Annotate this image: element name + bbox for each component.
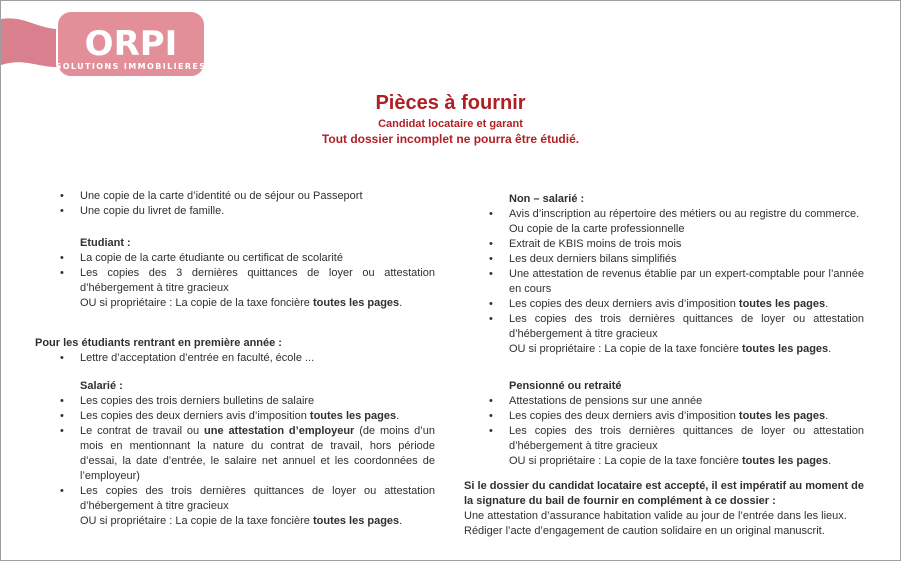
list-item-text: • Les copies des 3 dernières quittances de loyer ou attestation d’hébergement à titre gracieux xyxy=(80,267,435,294)
brand-tagline: SOLUTIONS IMMOBILIERES xyxy=(55,62,207,71)
list-item-text: • Le contrat de travail ou une attestation d’employeur (de moins d’un mois en mentionnant la nature du contrat de travail, hors période d’essai, la date d’entrée, le salaire net annuel et les coordonnées de l’employeur) xyxy=(80,425,435,482)
list-item-text: • Les copies des deux derniers avis d’imposition toutes les pages. xyxy=(80,410,400,422)
list-item-text: • Attestations de pensions sur une année xyxy=(509,395,703,407)
list-item-text: • Les copies des trois dernières quittances de loyer ou attestation d’hébergement à titre gracieux xyxy=(509,313,864,340)
list-item-text: • Les copies des trois derniers bulletins de salaire xyxy=(80,395,315,407)
list-item xyxy=(464,424,864,469)
right-column xyxy=(464,192,864,539)
list-item xyxy=(464,252,864,267)
list-item xyxy=(35,266,435,311)
list-item-text: • Avis d’inscription au répertoire des métiers ou au registre du commerce. xyxy=(509,208,860,220)
list-item xyxy=(464,207,864,237)
acceptance-requirement-insurance: Une attestation d’assurance habitation valide au jour de l’entrée dans les lieux. xyxy=(464,510,847,522)
list-item-text: • Les copies des trois dernières quittances de loyer ou attestation d’hébergement à titre gracieux xyxy=(80,485,435,512)
title-block xyxy=(1,91,900,146)
first-year-documents-list xyxy=(35,351,435,366)
section-heading-first-year-students: Pour les étudiants rentrant en première année : xyxy=(35,337,282,349)
list-item-text: • Extrait de KBIS moins de trois mois xyxy=(509,238,682,250)
list-item-text: • Lettre d’acceptation d’entrée en faculté, école ... xyxy=(80,352,315,364)
identity-documents-list xyxy=(35,189,435,219)
list-item xyxy=(35,351,435,366)
orpi-logo-graphic xyxy=(1,5,213,89)
list-item-continuation: OU si propriétaire : La copie de la taxe foncière toutes les pages. xyxy=(509,343,832,355)
list-item xyxy=(464,237,864,252)
section-heading-non-salarie: Non – salarié : xyxy=(509,193,585,205)
list-item xyxy=(35,409,435,424)
list-item xyxy=(464,267,864,297)
list-item xyxy=(464,312,864,357)
student-documents-list xyxy=(35,251,435,311)
pensioner-documents-list xyxy=(464,394,864,469)
list-item-text: • Les copies des trois dernières quittances de loyer ou attestation d’hébergement à titre gracieux xyxy=(509,425,864,452)
list-item xyxy=(35,484,435,529)
orpi-logo xyxy=(1,5,213,89)
list-item-continuation: OU si propriétaire : La copie de la taxe foncière toutes les pages. xyxy=(509,455,832,467)
list-item xyxy=(35,204,435,219)
list-item-continuation: OU si propriétaire : La copie de la taxe foncière toutes les pages. xyxy=(80,297,403,309)
list-item xyxy=(464,394,864,409)
section-heading-etudiant: Etudiant : xyxy=(80,237,131,249)
list-item xyxy=(464,297,864,312)
list-item-text: • Les deux derniers bilans simplifiés xyxy=(509,253,677,265)
warning-text: Tout dossier incomplet ne pourra être étudié. xyxy=(321,132,580,146)
list-item-text: • La copie de la carte étudiante ou certificat de scolarité xyxy=(80,252,343,264)
list-item-continuation: Ou copie de la carte professionnelle xyxy=(509,223,685,235)
left-column xyxy=(35,189,435,529)
acceptance-requirements-heading: Si le dossier du candidat locataire est accepté, il est impératif au moment de la signature du bail de fournir en complément à ce dossier : xyxy=(464,480,864,507)
list-item xyxy=(464,409,864,424)
list-item-text: • Une attestation de revenus établie par un expert-comptable pour l’année en cours xyxy=(509,268,864,295)
employee-documents-list xyxy=(35,394,435,529)
list-item-text: • Une copie de la carte d’identité ou de séjour ou Passeport xyxy=(80,190,363,202)
acceptance-requirement-caution: Rédiger l’acte d’engagement de caution solidaire en un original manuscrit. xyxy=(464,525,825,537)
list-item-text: • Les copies des deux derniers avis d’imposition toutes les pages. xyxy=(509,410,829,422)
list-item-text: • Une copie du livret de famille. xyxy=(80,205,225,217)
list-item xyxy=(35,251,435,266)
self-employed-documents-list xyxy=(464,207,864,357)
section-heading-pensionne: Pensionné ou retraité xyxy=(509,380,622,392)
page-title: Pièces à fournir xyxy=(375,92,526,114)
list-item-text: • Les copies des deux derniers avis d’imposition toutes les pages. xyxy=(509,298,829,310)
page-subtitle: Candidat locataire et garant xyxy=(378,118,523,130)
section-heading-salarie: Salarié : xyxy=(80,380,123,392)
list-item xyxy=(35,424,435,484)
list-item xyxy=(35,189,435,204)
list-item xyxy=(35,394,435,409)
list-item-continuation: OU si propriétaire : La copie de la taxe foncière toutes les pages. xyxy=(80,515,403,527)
brand-text: ORPI xyxy=(84,24,178,64)
